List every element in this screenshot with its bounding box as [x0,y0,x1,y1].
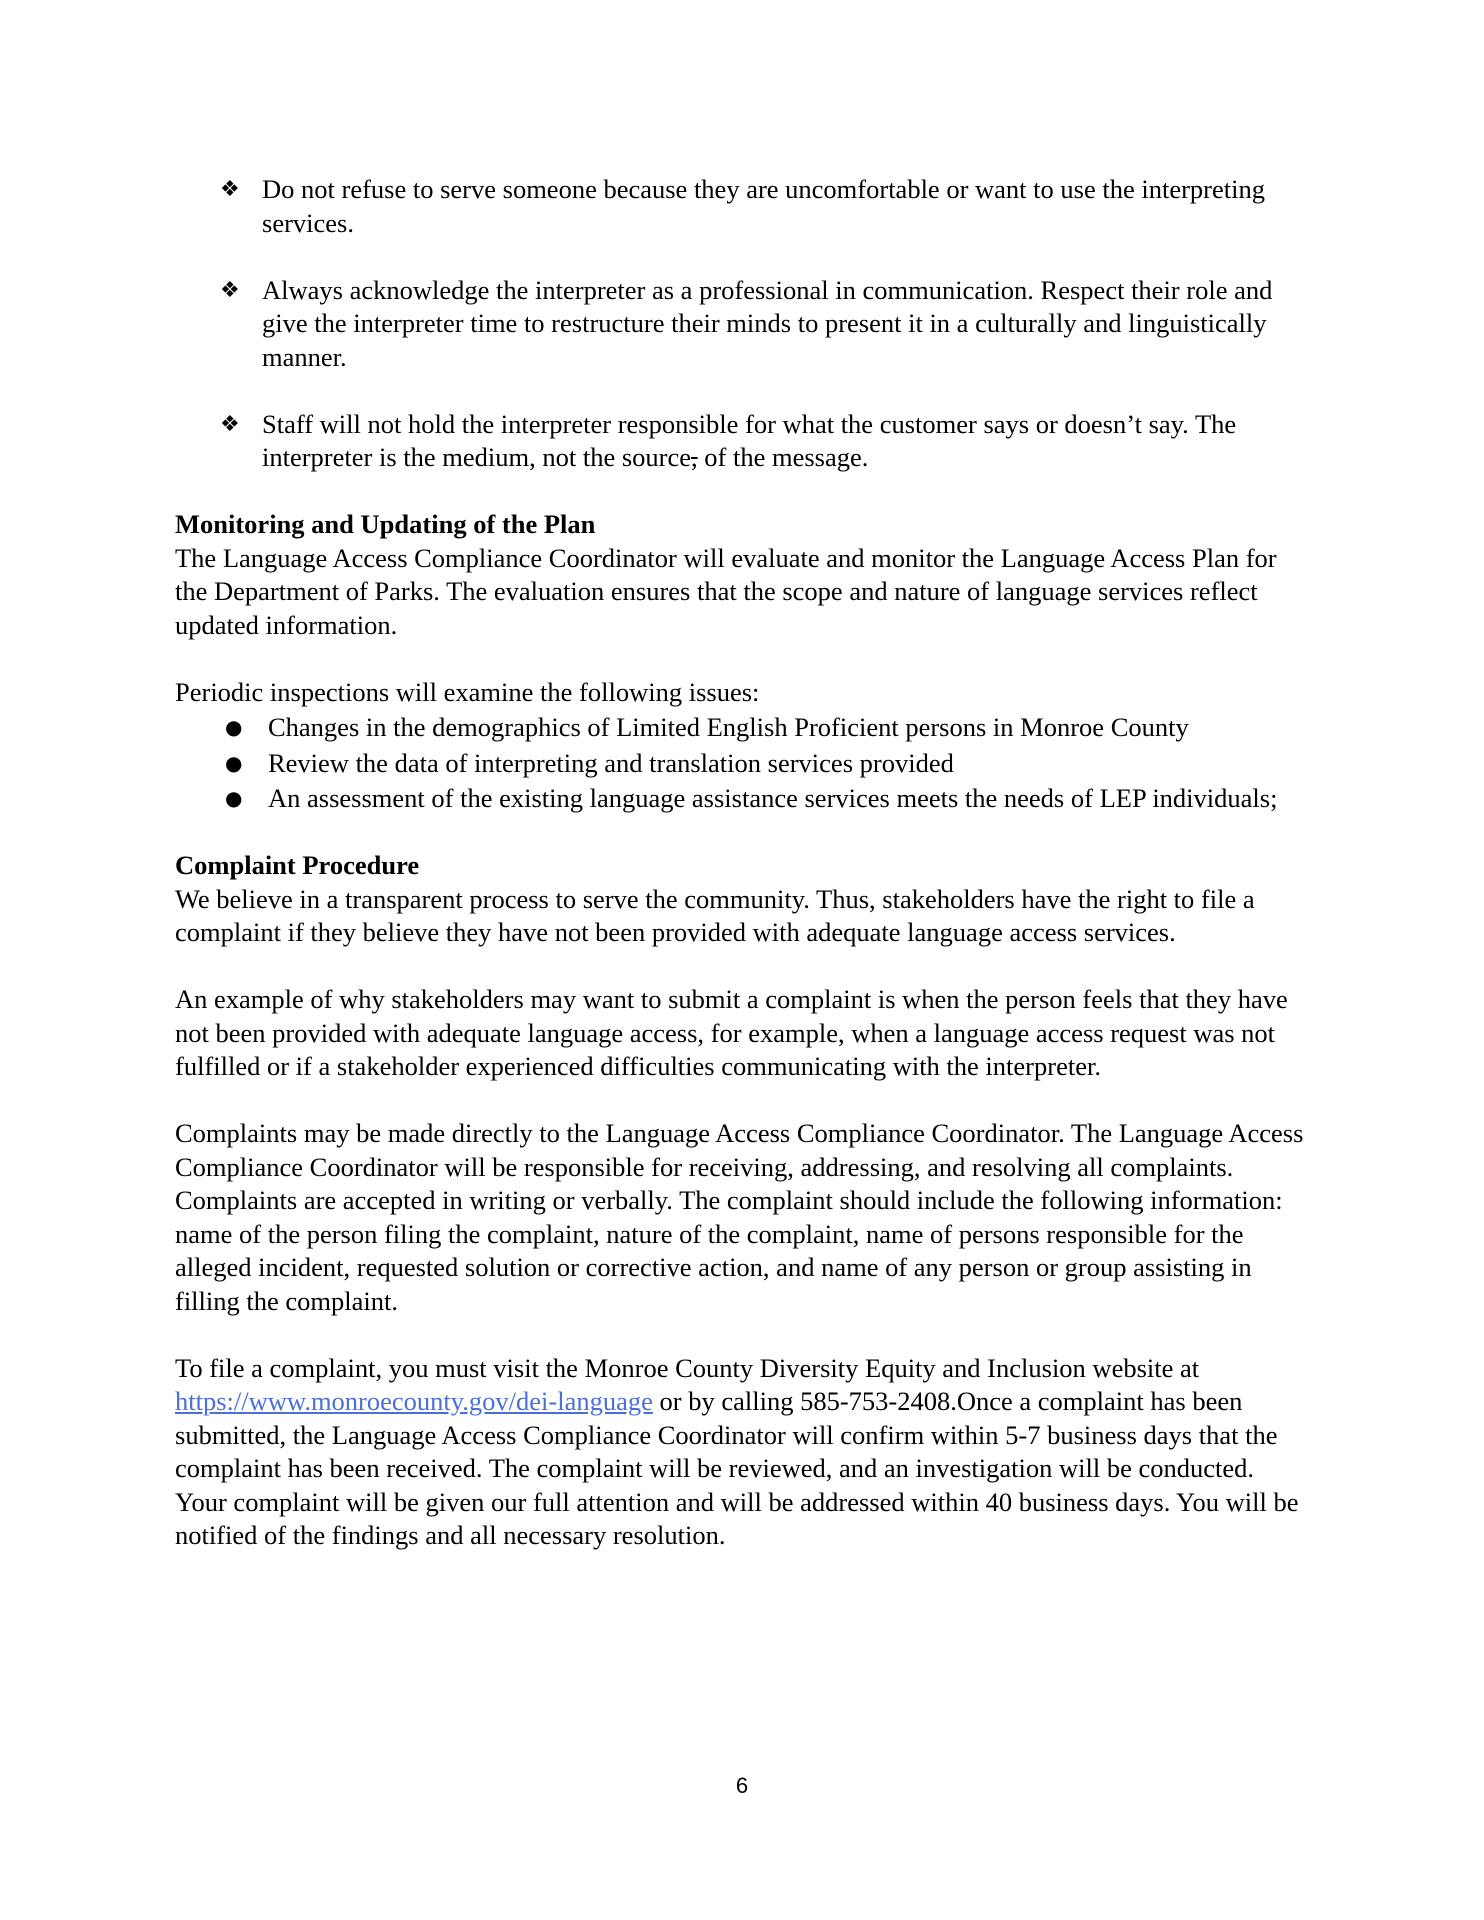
diamond-bullet-icon: ❖ [220,177,240,202]
guideline-text [262,408,1310,475]
issue-text: Changes in the demographics of Limited English Proficient persons in Monroe County [268,712,1189,742]
dei-language-link[interactable]: https://www.monroecounty.gov/dei-language [175,1386,653,1416]
issue-text: Review the data of interpreting and translation services provided [268,747,954,778]
diamond-bullet-icon: ❖ [220,411,240,437]
paragraph [175,1352,1310,1553]
page-number: 6 [735,1773,749,1798]
paragraph-end: or by calling 585-753-2408.Once a complaint has been submitted, the Language Access Compliance Coordinator will confirm within 5-7 business days that the complaint has been received. The complaint will be reviewed, and an investigation will be conducted. Your complaint will be given our full attention and will be addressed within 40 business days. You will be notified of the findings and all necessary resolution. [175,1386,1299,1550]
list-item [220,173,1310,240]
list-item [220,408,1310,475]
guideline-text-end: of the message. [697,442,869,472]
list-item [223,782,1310,816]
issues-list [223,711,1310,816]
bullet-icon: ● [225,786,243,810]
section-heading: Complaint Procedure [175,850,420,880]
page-content [175,173,1310,1553]
list-item [223,747,1310,781]
paragraph: We believe in a transparent process to serve the community. Thus, stakeholders have the right to file a complaint if they believe they have not been provided with adequate language access services. [175,883,1255,947]
struck-comma: , [691,442,698,472]
paragraph: An example of why stakeholders may want to submit a complaint is when the person feels that they have not been provided with adequate language access, for example, when a language access request was not fulfilled or if a stakeholder experienced difficulties communicating with the interpreter. [175,984,1288,1081]
guideline-text: Always acknowledge the interpreter as a professional in communication. Respect their role and give the interpreter time to restructure their minds to present it in a culturally and linguistically manner. [262,274,1273,372]
list-item [220,274,1310,375]
paragraph-start: To file a complaint, you must visit the Monroe County Diversity Equity and Inclusion website at [175,1352,1200,1383]
monitoring-section [175,508,1310,816]
guideline-text: Do not refuse to serve someone because they are uncomfortable or want to use the interpreting services. [262,174,1265,238]
guidelines-list [220,173,1310,475]
complaint-section [175,849,1310,1553]
guideline-text-start: Staff will not hold the interpreter responsible for what the customer says or doesn’t say. The interpreter is the medium, not the source [262,408,1237,472]
diamond-bullet-icon: ❖ [220,277,240,303]
bullet-icon: ● [225,750,243,775]
list-item [223,711,1310,745]
issue-text: An assessment of the existing language assistance services meets the needs of LEP individuals; [268,783,1278,813]
paragraph: Periodic inspections will examine the following issues: [175,676,760,707]
paragraph: The Language Access Compliance Coordinator will evaluate and monitor the Language Access Plan for the Department of Parks. The evaluation ensures that the scope and nature of language services reflect updated information. [175,542,1277,640]
section-heading: Monitoring and Updating of the Plan [175,509,596,539]
paragraph: Complaints may be made directly to the Language Access Compliance Coordinator. The Language Access Compliance Coordinator will be responsible for receiving, addressing, and resolving all complaints. Complaints are accepted in writing or verbally. The complaint should include the following information: name of the person filing the complaint, nature of the complaint, name of persons responsible for the alleged incident, requested solution or corrective action, and name of any person or group assisting in filling the complaint. [175,1118,1304,1316]
bullet-icon: ● [225,715,243,739]
